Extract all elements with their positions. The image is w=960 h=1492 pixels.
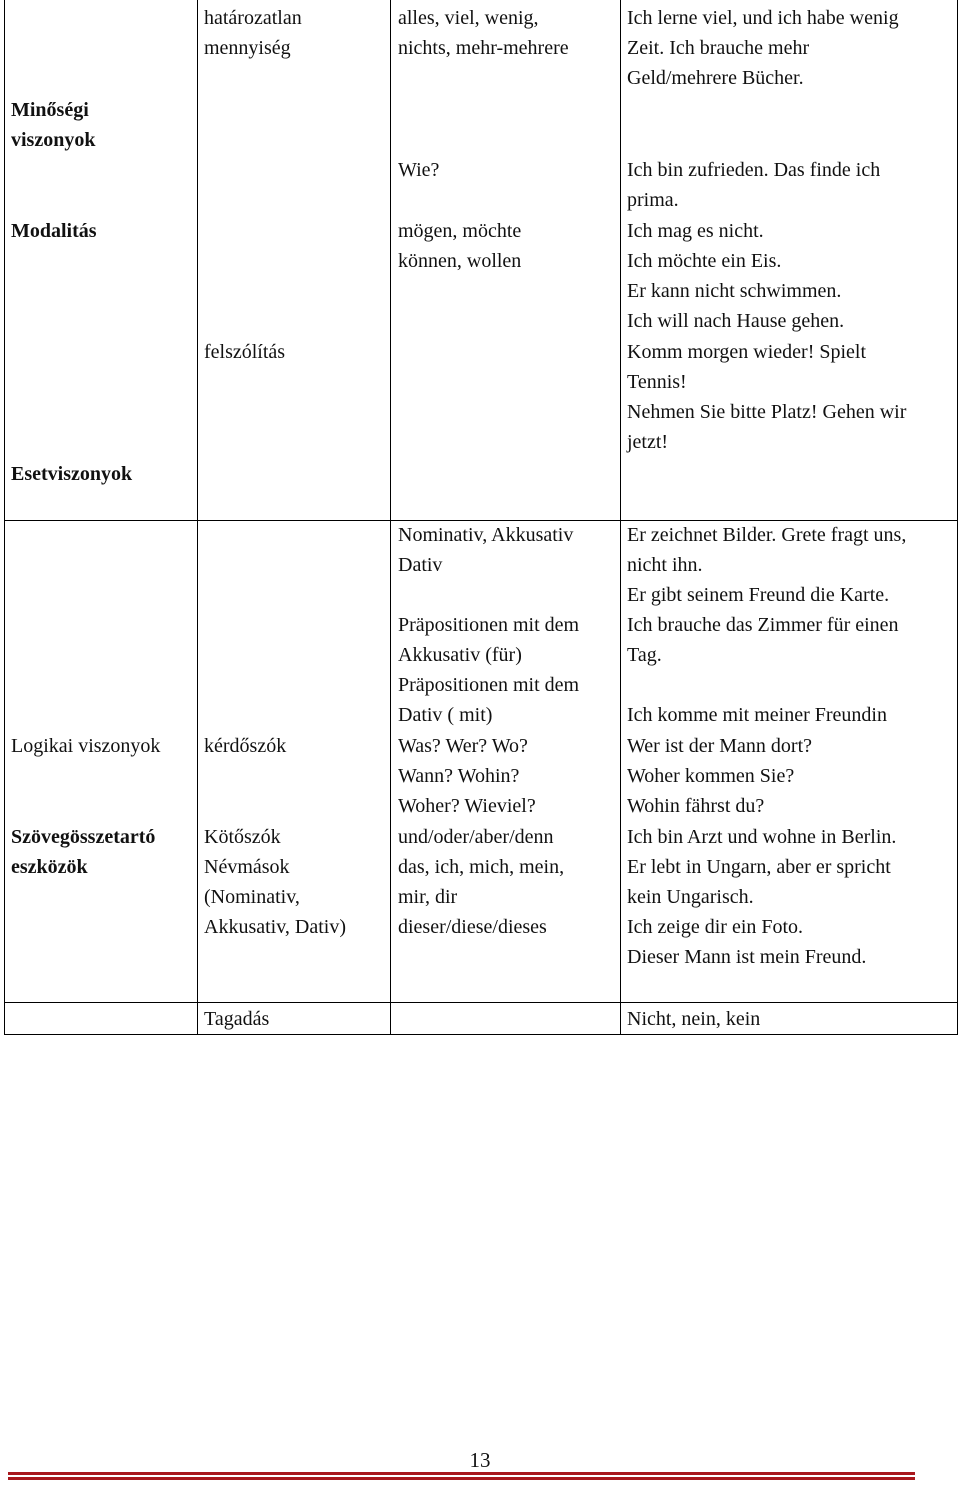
cell-kotoszok-line4: Akkusativ, Dativ) bbox=[204, 916, 347, 938]
cell-wie: Wie? bbox=[398, 159, 440, 181]
cell-hatarozatlan-line2: mennyiség bbox=[204, 37, 291, 59]
cell-was-line2: Wann? Wohin? bbox=[398, 765, 520, 787]
cell-minosegi-line1: Minőségi bbox=[11, 99, 89, 121]
cell-und-line1: und/oder/aber/denn bbox=[398, 826, 554, 848]
cell-wer-line2: Woher kommen Sie? bbox=[627, 765, 795, 787]
cell-mag-line1: Ich mag es nicht. bbox=[627, 220, 764, 242]
cell-kotoszok-line3: (Nominativ, bbox=[204, 886, 300, 908]
cell-nominativ-line7: Dativ ( mit) bbox=[398, 704, 493, 726]
cell-zufrieden-line1: Ich bin zufrieden. Das finde ich bbox=[627, 159, 881, 181]
cell-nicht: Nicht, nein, kein bbox=[627, 1008, 761, 1030]
cell-komm-line4: jetzt! bbox=[627, 431, 669, 453]
page-number: 13 bbox=[469, 1448, 491, 1472]
cell-zufrieden-line2: prima. bbox=[627, 189, 679, 211]
cell-was-line1: Was? Wer? Wo? bbox=[398, 735, 528, 757]
cell-zeichnet-line4: Ich brauche das Zimmer für einen bbox=[627, 614, 899, 636]
cell-was-line3: Woher? Wieviel? bbox=[398, 795, 536, 817]
cell-zeichnet-line2: nicht ihn. bbox=[627, 554, 703, 576]
cell-zeichnet-line3: Er gibt seinem Freund die Karte. bbox=[627, 584, 890, 606]
cell-komm-line3: Nehmen Sie bitte Platz! Gehen wir bbox=[627, 401, 907, 423]
cell-nominativ-line5: Akkusativ (für) bbox=[398, 644, 522, 666]
cell-zeichnet-line7: Ich komme mit meiner Freundin bbox=[627, 704, 887, 726]
cell-tagadas: Tagadás bbox=[204, 1008, 270, 1030]
cell-arzt-line5: Dieser Mann ist mein Freund. bbox=[627, 946, 867, 968]
cell-arzt-line4: Ich zeige dir ein Foto. bbox=[627, 916, 804, 938]
cell-mag-line4: Ich will nach Hause gehen. bbox=[627, 310, 845, 332]
cell-modalitas: Modalitás bbox=[11, 220, 97, 242]
cell-esetviszonyok: Esetviszonyok bbox=[11, 463, 133, 485]
cell-und-line3: mir, dir bbox=[398, 886, 458, 908]
cell-alles-line2: nichts, mehr-mehrere bbox=[398, 37, 569, 59]
cell-zeichnet-line5: Tag. bbox=[627, 644, 662, 666]
cell-arzt-line3: kein Ungarisch. bbox=[627, 886, 754, 908]
cell-und-line4: dieser/diese/dieses bbox=[398, 916, 547, 938]
footer-rule-bottom bbox=[8, 1477, 915, 1480]
cell-mag-line3: Er kann nicht schwimmen. bbox=[627, 280, 842, 302]
cell-kotoszok-line2: Névmások bbox=[204, 856, 290, 878]
cell-felszolitas: felszólítás bbox=[204, 341, 286, 363]
cell-mogen-line2: können, wollen bbox=[398, 250, 522, 272]
cell-szoveg-line1: Szövegösszetartó bbox=[11, 826, 156, 848]
cell-mag-line2: Ich möchte ein Eis. bbox=[627, 250, 782, 272]
cell-wer-line3: Wohin fährst du? bbox=[627, 795, 765, 817]
cell-kotoszok-line1: Kötőszók bbox=[204, 826, 281, 848]
cell-hatarozatlan-line1: határozatlan bbox=[204, 7, 302, 29]
cell-alles-line1: alles, viel, wenig, bbox=[398, 7, 539, 29]
cell-minosegi-line2: viszonyok bbox=[11, 129, 96, 151]
cell-zeichnet-line1: Er zeichnet Bilder. Grete fragt uns, bbox=[627, 524, 907, 546]
footer-rule-top bbox=[8, 1472, 915, 1475]
cell-nominativ-line4: Präpositionen mit dem bbox=[398, 614, 580, 636]
cell-arzt-line1: Ich bin Arzt und wohne in Berlin. bbox=[627, 826, 897, 848]
cell-logikai: Logikai viszonyok bbox=[11, 735, 161, 757]
cell-mogen-line1: mögen, möchte bbox=[398, 220, 522, 242]
cell-und-line2: das, ich, mich, mein, bbox=[398, 856, 565, 878]
cell-komm-line2: Tennis! bbox=[627, 371, 687, 393]
cell-nominativ-line2: Dativ bbox=[398, 554, 443, 576]
cell-ich-lerne-line2: Zeit. Ich brauche mehr bbox=[627, 37, 810, 59]
cell-wer-line1: Wer ist der Mann dort? bbox=[627, 735, 812, 757]
cell-nominativ-line1: Nominativ, Akkusativ bbox=[398, 524, 574, 546]
cell-ich-lerne-line1: Ich lerne viel, und ich habe wenig bbox=[627, 7, 899, 29]
cell-szoveg-line2: eszközök bbox=[11, 856, 88, 878]
cell-nominativ-line6: Präpositionen mit dem bbox=[398, 674, 580, 696]
cell-ich-lerne-line3: Geld/mehrere Bücher. bbox=[627, 67, 804, 89]
cell-arzt-line2: Er lebt in Ungarn, aber er spricht bbox=[627, 856, 891, 878]
cell-komm-line1: Komm morgen wieder! Spielt bbox=[627, 341, 867, 363]
cell-kerdoszok: kérdőszók bbox=[204, 735, 287, 757]
